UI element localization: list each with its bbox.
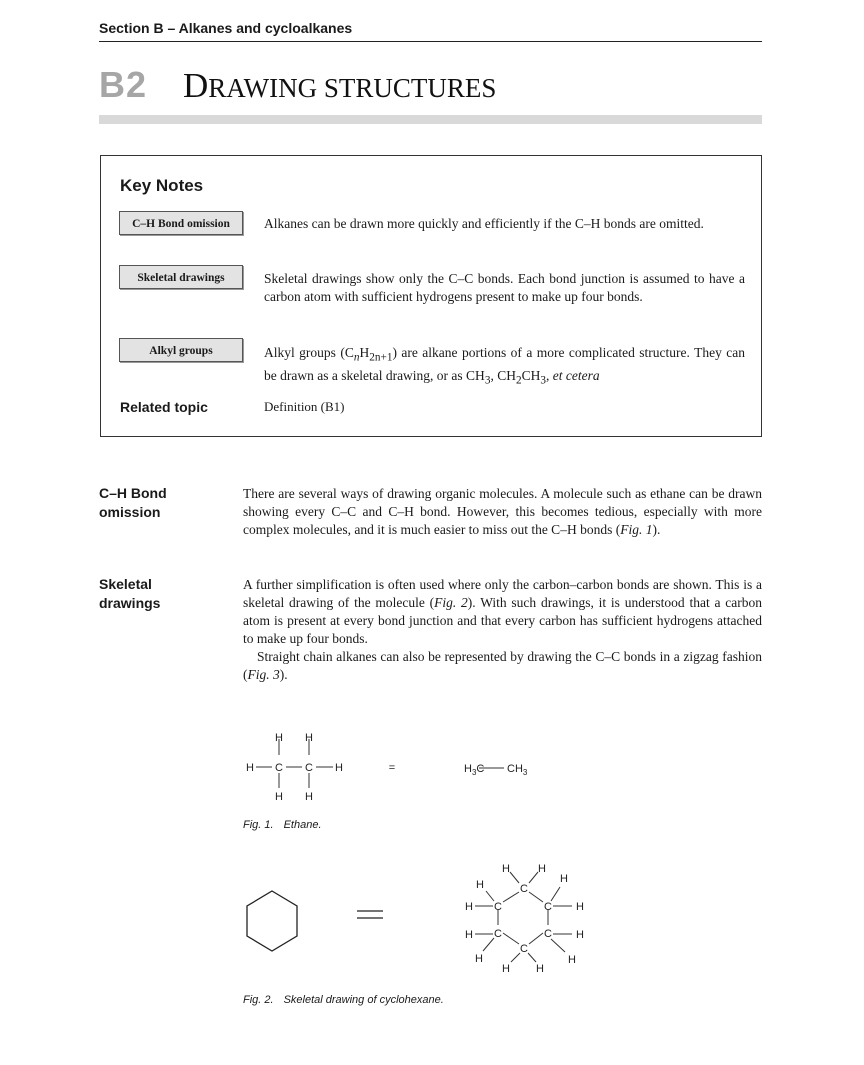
related-topic-label: Related topic <box>120 399 208 415</box>
section-header: Section B – Alkanes and cycloalkanes <box>99 20 762 42</box>
text-fragment: Ethane. <box>283 819 322 831</box>
atom-c: C <box>520 883 528 895</box>
fig-ref[interactable]: Fig. 1 <box>620 522 653 537</box>
atom-h: H <box>576 901 584 913</box>
text-fragment: Fig. 2. <box>243 994 274 1006</box>
text-fragment: There are several ways of drawing organic molecules. A molecule such as ethane can be drawn showing every C–C and C–H bond. However, this becomes tedious, especially with more complex molecules, and it is much easier to miss out the C–H bonds ( <box>243 486 762 537</box>
atom-h: H <box>568 954 576 966</box>
text-fragment: , CH <box>490 367 516 383</box>
text-fragment: H <box>359 345 370 360</box>
atom-h: H <box>502 863 510 875</box>
formula-h3c: $H_3C$ <box>464 763 485 777</box>
key-notes-heading: Key Notes <box>120 176 204 195</box>
chapter-code: B2 <box>99 64 148 105</box>
atom-h: H <box>465 929 473 941</box>
chapter-title-rest: RAWING STRUCTURES <box>208 73 497 103</box>
body-skeletal-drawings <box>243 576 762 684</box>
atom-c: C <box>494 901 502 913</box>
key-note-label-alkyl: Alkyl groups <box>119 338 243 362</box>
text-fragment: 3 <box>540 374 546 387</box>
text-fragment: Alkyl groups (C <box>264 345 354 360</box>
atom-c: C <box>494 928 502 940</box>
text-fragment: ). <box>279 667 288 682</box>
key-note-text-ch-bond: Alkanes can be drawn more quickly and efficiently if the C–H bonds are omitted. <box>264 216 704 231</box>
atom-h: H <box>275 732 283 744</box>
key-note-label-ch-bond: C–H Bond omission <box>119 211 243 235</box>
figure-1-caption <box>243 819 322 831</box>
text-fragment: 2n+1 <box>369 351 393 364</box>
text-fragment: Straight chain alkanes can also be represented by drawing the C–C bonds in a zigzag fashion ( <box>243 649 762 682</box>
text-fragment: et cetera <box>552 367 600 383</box>
atom-h: H <box>502 963 510 975</box>
key-notes-box <box>100 155 762 437</box>
text-fragment: ). With such drawings, it is understood that a carbon atom is present at every bond junction and that every carbon has sufficient hydrogens attached to make up four bonds. <box>243 595 763 646</box>
side-label-ch-bond: C–H Bond omission <box>99 485 167 520</box>
text-fragment: 3 <box>484 374 491 387</box>
fig-ref[interactable]: Fig. 3 <box>247 667 280 682</box>
text-fragment: , <box>545 367 553 383</box>
text-fragment: n <box>353 351 360 364</box>
key-note-text-alkyl <box>264 344 745 389</box>
atom-h: H <box>476 879 484 891</box>
figure-1-ethane <box>230 726 570 806</box>
text-fragment: ). <box>652 522 661 537</box>
body-ch-bond-omission <box>243 485 762 539</box>
text-fragment: A further simplification is often used where only the carbon–carbon bonds are shown. This is a skeletal drawing of the molecule ( <box>243 577 762 610</box>
paragraph <box>243 648 762 684</box>
figure-2-caption <box>243 994 444 1006</box>
atom-c: C <box>305 762 313 774</box>
atom-h: H <box>536 963 544 975</box>
atom-h: H <box>305 732 313 744</box>
figure-2-cyclohexane <box>230 855 610 985</box>
related-topic-value[interactable]: Definition (B1) <box>264 399 345 414</box>
atom-h: H <box>538 863 546 875</box>
chapter-title-initial: D <box>183 66 209 105</box>
side-label-skeletal: Skeletal drawings <box>99 576 161 611</box>
paragraph <box>243 576 762 648</box>
equals-sign-double <box>357 911 383 918</box>
equals-sign: = <box>388 762 396 774</box>
title-rule <box>99 115 762 124</box>
atom-h: H <box>275 791 283 803</box>
atom-h: H <box>335 762 343 774</box>
atom-c: C <box>544 901 552 913</box>
atom-c: C <box>544 928 552 940</box>
atom-h: H <box>305 791 313 803</box>
atom-c: C <box>520 943 528 955</box>
text-fragment: ) are alkane portions of a more complicated structure. They can be drawn as a skeletal drawing, or as CH <box>264 345 745 383</box>
atom-h: H <box>465 901 473 913</box>
atom-h: H <box>576 929 584 941</box>
formula-ch3: $CH_3$ <box>507 763 528 777</box>
key-note-label-skeletal: Skeletal drawings <box>119 265 243 289</box>
atom-h: H <box>475 953 483 965</box>
atom-h: H <box>560 873 568 885</box>
fig-ref[interactable]: Fig. 2 <box>434 595 468 610</box>
text-fragment: 2 <box>515 374 522 387</box>
key-note-text-skeletal: Skeletal drawings show only the C–C bonds. Each bond junction is assumed to have a carbon atom with sufficient hydrogens present to make up four bonds. <box>264 271 745 304</box>
text-fragment: CH <box>521 367 541 383</box>
text-fragment: Fig. 1. <box>243 819 274 831</box>
atom-c: C <box>275 762 283 774</box>
text-fragment: Skeletal drawing of cyclohexane. <box>283 994 444 1006</box>
chapter-heading <box>99 62 762 112</box>
cyclohexane-skeletal <box>247 891 297 951</box>
atom-h: H <box>246 762 254 774</box>
chapter-title <box>183 66 496 106</box>
